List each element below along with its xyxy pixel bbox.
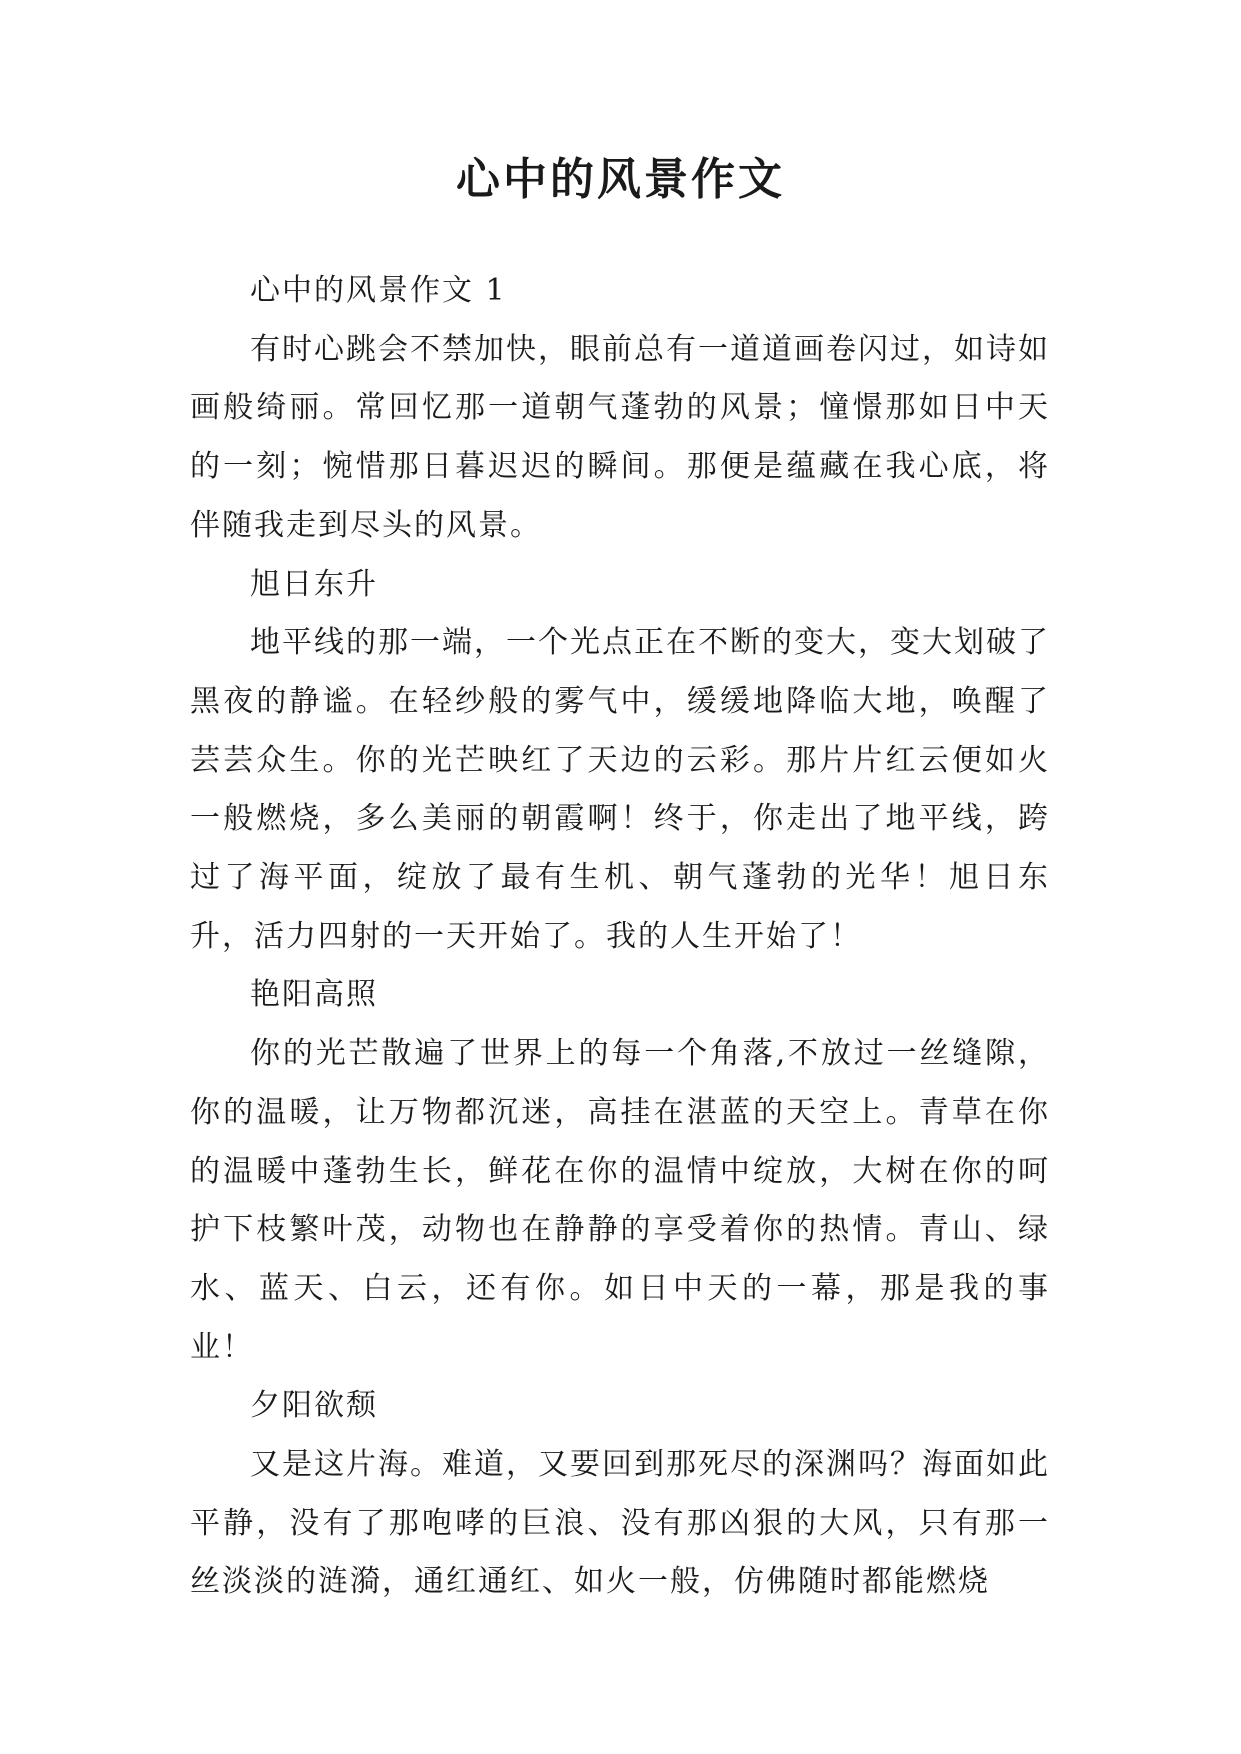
section-heading: 夕阳欲颓 xyxy=(250,1388,378,1424)
section-heading: 旭日东升 xyxy=(250,566,378,602)
paragraph: 又是这片海。难道，又要回到那死尽的深渊吗？海面如此平静，没有了那咆哮的巨浪、没有那凶狠的大风，只有那一丝淡淡的涟漪，通红通红、如火一般，仿佛随时都能燃烧 xyxy=(190,1447,1050,1600)
section-heading: 心中的风景作文 1 xyxy=(250,273,507,308)
paragraph: 有时心跳会不禁加快，眼前总有一道道画卷闪过，如诗如画般绮丽。常回忆那一道朝气蓬勃的风景；憧憬那如日中天的一刻；惋惜那日暮迟迟的瞬间。那便是蕴藏在我心底，将伴随我走到尽头的风景。 xyxy=(190,331,1050,543)
paragraph: 地平线的那一端，一个光点正在不断的变大，变大划破了黑夜的静谧。在轻纱般的雾气中，缓缓地降临大地，唤醒了芸芸众生。你的光芒映红了天边的云彩。那片片红云便如火一般燃烧，多么美丽的朝霞啊！终于，你走出了地平线，跨过了海平面，绽放了最有生机、朝气蓬勃的光华！旭日东升，活力四射的一天开始了。我的人生开始了！ xyxy=(190,625,1050,954)
document-body xyxy=(190,262,1050,1612)
paragraph: 你的光芒散遍了世界上的每一个角落,不放过一丝缝隙，你的温暖，让万物都沉迷，高挂在湛蓝的天空上。青草在你的温暖中蓬勃生长，鲜花在你的温情中绽放，大树在你的呵护下枝繁叶茂，动物也在静静的享受着你的热情。青山、绿水、蓝天、白云，还有你。如日中天的一幕，那是我的事业！ xyxy=(190,1036,1050,1365)
section-heading: 艳阳高照 xyxy=(250,977,378,1013)
document-title: 心中的风景作文 xyxy=(456,154,785,205)
